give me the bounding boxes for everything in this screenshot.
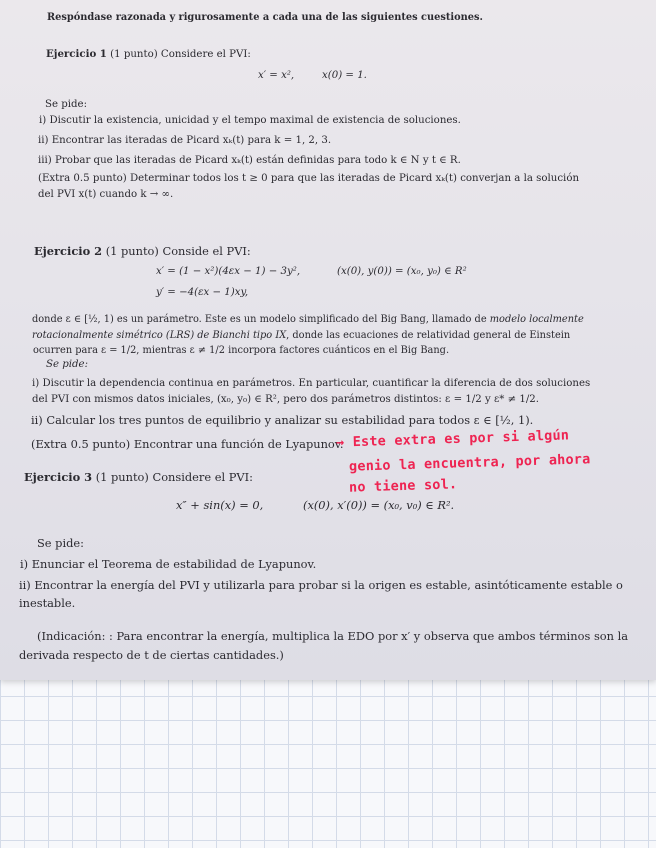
ex1-extra-line2: del PVI x(t) cuando k → ∞. — [38, 189, 174, 200]
ex2-desc-2a: rotacionalmente simétrico (LRS) de Bianchi tipo IX — [32, 330, 287, 341]
ex2-eq1-cond: (x(0), y(0)) = (x₀, y₀) ∈ R² — [337, 266, 467, 277]
ex1-heading — [46, 48, 251, 61]
handwritten-note-line2: genio la encuentra, por ahora — [348, 451, 591, 475]
ex3-eq-left: x″ + sin(x) = 0, — [176, 498, 264, 512]
ex2-eq2: y′ = −4(εx − 1)xy, — [156, 287, 249, 298]
ex1-item-iii: iii) Probar que las iteradas de Picard xₖ(t) están definidas para todo k ∈ N y t ∈ R. — [38, 155, 461, 166]
ex1-eq-left: x′ = x², — [258, 70, 295, 81]
ex3-item-ii-line2: inestable. — [19, 596, 76, 610]
handwritten-note-line3: no tiene sol. — [348, 476, 458, 496]
ex3-eq-right: (x(0), x′(0)) = (x₀, v₀) ∈ R². — [303, 498, 455, 512]
ex2-extra: (Extra 0.5 punto) Encontrar una función de Lyapunov. — [31, 437, 344, 451]
ex2-desc-1a: donde ε ∈ [½, 1) es un parámetro. Este es un modelo simplificado del Big Bang, llamado de — [32, 314, 487, 325]
ex2-title: Ejercicio 2 — [34, 244, 103, 258]
ex3-hint-line1: (Indicación: : Para encontrar la energía, multiplica la EDO por x′ y observa que ambos términos son la — [37, 629, 629, 643]
ex2-item-ii: ii) Calcular los tres puntos de equilibrio y analizar su estabilidad para todos ε ∈ [½, 1). — [31, 413, 534, 427]
ex2-asks: Se pide: — [46, 359, 89, 370]
ex3-heading — [24, 471, 253, 485]
ex1-item-ii: ii) Encontrar las iteradas de Picard xₖ(t) para k = 1, 2, 3. — [38, 135, 332, 146]
ex1-eq-right: x(0) = 1. — [322, 70, 367, 81]
ex1-asks: Se pide: — [45, 99, 88, 110]
ex3-asks: Se pide: — [37, 536, 84, 550]
ex1-item-i: i) Discutir la existencia, unicidad y el tempo maximal de existencia de soluciones. — [39, 115, 461, 126]
ex2-desc-line3: ocurren para ε = 1/2, mientras ε ≠ 1/2 incorpora factores cuánticos en el Big Bang. — [33, 345, 450, 356]
ex3-title: Ejercicio 3 — [24, 470, 93, 484]
ex2-item-i-line1: i) Discutir la dependencia continua en parámetros. En particular, cuantificar la diferencia de dos soluciones — [32, 378, 591, 389]
ex2-desc-2b: , donde las ecuaciones de relatividad general de Einstein — [286, 330, 571, 341]
ex3-item-i: i) Enunciar el Teorema de estabilidad de Lyapunov. — [20, 557, 317, 571]
ex3-hint-line2: derivada respecto de t de ciertas cantidades.) — [19, 648, 284, 662]
ex3-item-ii-line1: ii) Encontrar la energía del PVI y utilizarla para probar si la origen es estable, asintóticamente estable o — [19, 578, 623, 592]
ex1-title: Ejercicio 1 — [46, 48, 107, 60]
ex2-desc-line2 — [32, 330, 570, 342]
ex2-heading — [34, 245, 251, 259]
ex1-points: (1 punto) Considere el PVI: — [110, 49, 251, 60]
ex2-points: (1 punto) Conside el PVI: — [105, 244, 251, 258]
ex3-points: (1 punto) Considere el PVI: — [95, 470, 253, 484]
ex2-desc-1b: modelo localmente — [489, 314, 584, 325]
handwritten-note-line1: → Este extra es por si algún — [335, 427, 570, 451]
ex2-item-i-line2: del PVI con mismos datos iniciales, (x₀, y₀) ∈ R², pero dos parámetros distintos: ε = 1/2 y ε* ≠ 1/2. — [32, 394, 539, 405]
ex2-desc-line1 — [32, 314, 584, 326]
instruction: Respóndase razonada y rigurosamente a cada una de las siguientes cuestiones. — [47, 12, 483, 23]
ex2-eq1: x′ = (1 − x²)(4εx − 1) − 3y², — [156, 266, 301, 277]
ex1-extra-line1: (Extra 0.5 punto) Determinar todos los t ≥ 0 para que las iteradas de Picard xₖ(t) converjan a la solución — [38, 173, 580, 184]
